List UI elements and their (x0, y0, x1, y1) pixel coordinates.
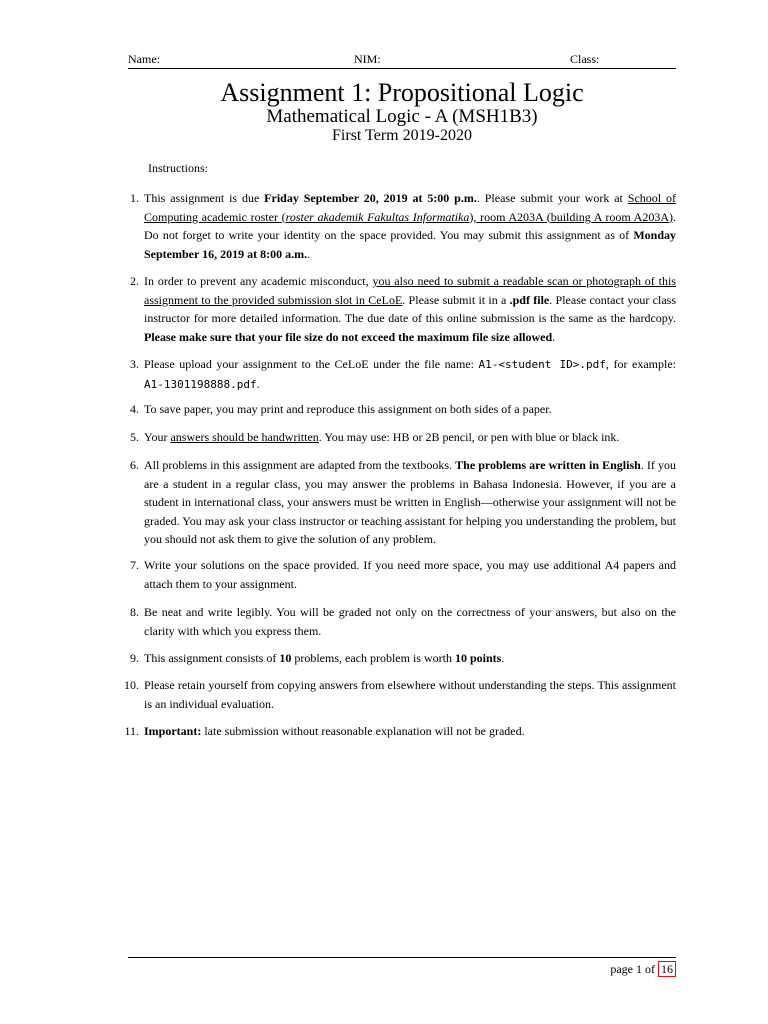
footer-divider (128, 957, 676, 958)
name-label: Name: (128, 52, 160, 66)
nim-label: NIM: (354, 52, 381, 66)
assignment-title: Assignment 1: Propositional Logic (220, 78, 584, 107)
course-title: Mathematical Logic - A (MSH1B3) (266, 106, 538, 127)
page-indicator: page 1 of 16 (610, 962, 676, 977)
term-title: First Term 2019-2020 (332, 127, 472, 144)
class-label: Class: (570, 52, 600, 66)
page-total-link[interactable]: 16 (658, 961, 676, 977)
instructions-label: Instructions: (148, 161, 208, 175)
identity-header (128, 52, 676, 69)
